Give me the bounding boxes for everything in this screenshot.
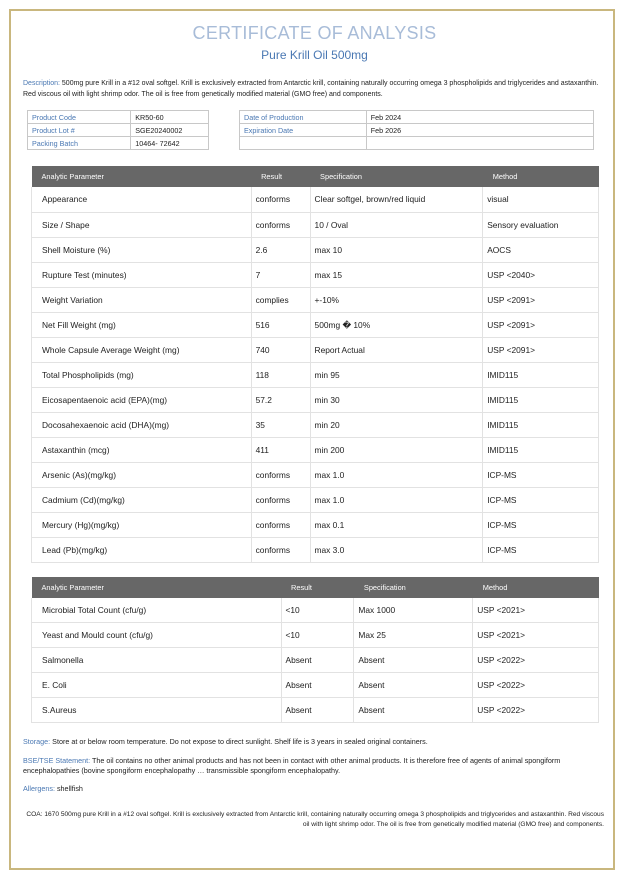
table-row	[32, 362, 599, 387]
table-row	[32, 487, 599, 512]
result-cell: 740	[251, 337, 310, 362]
storage-label: Storage:	[23, 737, 51, 746]
product-name: Pure Krill Oil 500mg	[261, 48, 368, 62]
specification-cell: Absent	[354, 648, 473, 673]
empty-info-row	[240, 137, 594, 150]
packing-batch-row	[28, 137, 209, 150]
parameter-cell: Weight Variation	[32, 287, 252, 312]
result-cell: conforms	[251, 512, 310, 537]
certificate-page	[9, 9, 615, 870]
result-cell: conforms	[251, 187, 310, 212]
expiration-date-row	[240, 124, 594, 137]
method-cell: ICP-MS	[483, 462, 599, 487]
table-row	[32, 262, 599, 287]
col-header-specification: Specification	[354, 577, 473, 598]
table-row	[32, 462, 599, 487]
table-row	[32, 598, 599, 623]
specification-cell: min 20	[310, 412, 483, 437]
table-row	[32, 237, 599, 262]
table-row	[32, 537, 599, 562]
parameter-cell: Shell Moisture (%)	[32, 237, 252, 262]
microbiology-table-body	[32, 598, 599, 723]
method-cell: USP <2022>	[473, 698, 599, 723]
packing-batch-value: 10464- 72642	[131, 137, 209, 150]
result-cell: complies	[251, 287, 310, 312]
description-text: 500mg pure Krill in a #12 oval softgel. Krill is exclusively extracted from Antarctic krill, containing naturally occurring omega 3 phospholipids and triglycerides and astaxanthin. Red viscous oil with light shrimp odor. The oil is free from genetically modified material (GMO free) and components.	[23, 80, 599, 98]
storage-text: Store at or below room temperature. Do not expose to direct sunlight. Shelf life is 3 years in sealed original containers.	[50, 737, 428, 746]
table-row	[32, 387, 599, 412]
method-cell: USP <2091>	[483, 337, 599, 362]
method-cell: IMID115	[483, 412, 599, 437]
bse-text: The oil contains no other animal products and has not been in contact with other animal products. It is therefore free of agents of animal spongiform encephalopathies (bovine spongiform encephalopathy … transmissible spongiform encephalopathy.	[23, 756, 561, 775]
method-cell: USP <2021>	[473, 623, 599, 648]
table-row	[32, 337, 599, 362]
result-cell: conforms	[251, 537, 310, 562]
result-cell: 7	[251, 262, 310, 287]
table-row	[32, 412, 599, 437]
col-header-specification: Specification	[310, 166, 483, 187]
table-row	[32, 698, 599, 723]
allergens-note	[23, 784, 606, 794]
table-row	[32, 648, 599, 673]
parameter-cell: Size / Shape	[32, 212, 252, 237]
footer-note: COA: 1670 500mg pure Krill in a #12 oval softgel. Krill is exclusively extracted from Antarctic krill, containing naturally occurring omega 3 phospholipids and triglycerides and astaxanthin. Red viscous oil with light shrimp odor. The oil is free from genetically modified material (GMO free) and components.	[26, 811, 604, 828]
table-row	[32, 187, 599, 212]
microbiology-table-header	[32, 577, 599, 598]
result-cell: 2.6	[251, 237, 310, 262]
microbiology-table	[31, 577, 599, 724]
product-code-row	[28, 111, 209, 124]
parameter-cell: Arsenic (As)(mg/kg)	[32, 462, 252, 487]
parameter-cell: Lead (Pb)(mg/kg)	[32, 537, 252, 562]
parameter-cell: Whole Capsule Average Weight (mg)	[32, 337, 252, 362]
result-cell: <10	[281, 623, 354, 648]
parameter-cell: Cadmium (Cd)(mg/kg)	[32, 487, 252, 512]
product-info-right-table	[239, 110, 594, 150]
allergens-label: Allergens:	[23, 784, 55, 793]
specification-cell: +-10%	[310, 287, 483, 312]
specification-cell: Clear softgel, brown/red liquid	[310, 187, 483, 212]
parameter-cell: Docosahexaenoic acid (DHA)(mg)	[32, 412, 252, 437]
packing-batch-label: Packing Batch	[28, 137, 131, 150]
storage-note	[23, 737, 606, 747]
specification-cell: max 0.1	[310, 512, 483, 537]
allergens-text: shellfish	[54, 784, 83, 793]
specification-cell: 10 / Oval	[310, 212, 483, 237]
specification-cell: max 15	[310, 262, 483, 287]
parameter-cell: S.Aureus	[32, 698, 282, 723]
result-cell: 118	[251, 362, 310, 387]
table-row	[32, 312, 599, 337]
result-cell: conforms	[251, 462, 310, 487]
empty-info-label	[240, 137, 367, 150]
product-info-left-table	[27, 110, 209, 150]
method-cell: USP <2022>	[473, 648, 599, 673]
product-lot-label: Product Lot #	[28, 124, 131, 137]
specification-cell: 500mg � 10%	[310, 312, 483, 337]
table-row	[32, 512, 599, 537]
specification-cell: max 3.0	[310, 537, 483, 562]
parameter-cell: Rupture Test (minutes)	[32, 262, 252, 287]
result-cell: 411	[251, 437, 310, 462]
col-header-method: Method	[473, 577, 599, 598]
method-cell: USP <2091>	[483, 287, 599, 312]
description-label: Description:	[23, 80, 60, 87]
method-cell: Sensory evaluation	[483, 212, 599, 237]
empty-info-value	[366, 137, 593, 150]
product-code-label: Product Code	[28, 111, 131, 124]
bse-statement	[23, 756, 606, 776]
expiration-date-label: Expiration Date	[240, 124, 367, 137]
parameter-cell: Salmonella	[32, 648, 282, 673]
parameter-cell: Appearance	[32, 187, 252, 212]
table-row	[32, 623, 599, 648]
col-header-parameter: Analytic Parameter	[32, 577, 282, 598]
result-cell: conforms	[251, 212, 310, 237]
col-header-result: Result	[251, 166, 310, 187]
table-row	[32, 437, 599, 462]
method-cell: USP <2091>	[483, 312, 599, 337]
result-cell: 516	[251, 312, 310, 337]
product-lot-row	[28, 124, 209, 137]
result-cell: conforms	[251, 487, 310, 512]
method-cell: visual	[483, 187, 599, 212]
parameter-cell: Astaxanthin (mcg)	[32, 437, 252, 462]
analysis-table-header	[32, 166, 599, 187]
parameter-cell: Microbial Total Count (cfu/g)	[32, 598, 282, 623]
production-date-value: Feb 2024	[366, 111, 593, 124]
product-lot-value: SGE20240002	[131, 124, 209, 137]
result-cell: 35	[251, 412, 310, 437]
specification-cell: Max 25	[354, 623, 473, 648]
production-date-row	[240, 111, 594, 124]
method-cell: ICP-MS	[483, 537, 599, 562]
parameter-cell: Mercury (Hg)(mg/kg)	[32, 512, 252, 537]
method-cell: USP <2022>	[473, 673, 599, 698]
parameter-cell: E. Coli	[32, 673, 282, 698]
method-cell: IMID115	[483, 437, 599, 462]
result-cell: 57.2	[251, 387, 310, 412]
specification-cell: Absent	[354, 673, 473, 698]
expiration-date-value: Feb 2026	[366, 124, 593, 137]
method-cell: IMID115	[483, 362, 599, 387]
specification-cell: min 200	[310, 437, 483, 462]
col-header-method: Method	[483, 166, 599, 187]
specification-cell: min 30	[310, 387, 483, 412]
table-row	[32, 673, 599, 698]
method-cell: ICP-MS	[483, 512, 599, 537]
table-row	[32, 287, 599, 312]
specification-cell: min 95	[310, 362, 483, 387]
specification-cell: Max 1000	[354, 598, 473, 623]
product-info	[23, 110, 606, 154]
result-cell: Absent	[281, 648, 354, 673]
result-cell: Absent	[281, 673, 354, 698]
specification-cell: max 1.0	[310, 462, 483, 487]
parameter-cell: Net Fill Weight (mg)	[32, 312, 252, 337]
product-code-value: KR50-60	[131, 111, 209, 124]
parameter-cell: Eicosapentaenoic acid (EPA)(mg)	[32, 387, 252, 412]
specification-cell: max 10	[310, 237, 483, 262]
result-cell: Absent	[281, 698, 354, 723]
analysis-table-body	[32, 187, 599, 562]
method-cell: USP <2021>	[473, 598, 599, 623]
table-row	[32, 212, 599, 237]
specification-cell: Absent	[354, 698, 473, 723]
parameter-cell: Yeast and Mould count (cfu/g)	[32, 623, 282, 648]
method-cell: IMID115	[483, 387, 599, 412]
bse-label: BSE/TSE Statement:	[23, 756, 91, 765]
parameter-cell: Total Phospholipids (mg)	[32, 362, 252, 387]
page-title: CERTIFICATE OF ANALYSIS	[192, 23, 437, 43]
analysis-table	[31, 166, 599, 563]
result-cell: <10	[281, 598, 354, 623]
col-header-parameter: Analytic Parameter	[32, 166, 252, 187]
method-cell: USP <2040>	[483, 262, 599, 287]
production-date-label: Date of Production	[240, 111, 367, 124]
method-cell: AOCS	[483, 237, 599, 262]
specification-cell: max 1.0	[310, 487, 483, 512]
certificate-content	[23, 21, 606, 830]
method-cell: ICP-MS	[483, 487, 599, 512]
description	[23, 78, 606, 100]
specification-cell: Report Actual	[310, 337, 483, 362]
col-header-result: Result	[281, 577, 354, 598]
